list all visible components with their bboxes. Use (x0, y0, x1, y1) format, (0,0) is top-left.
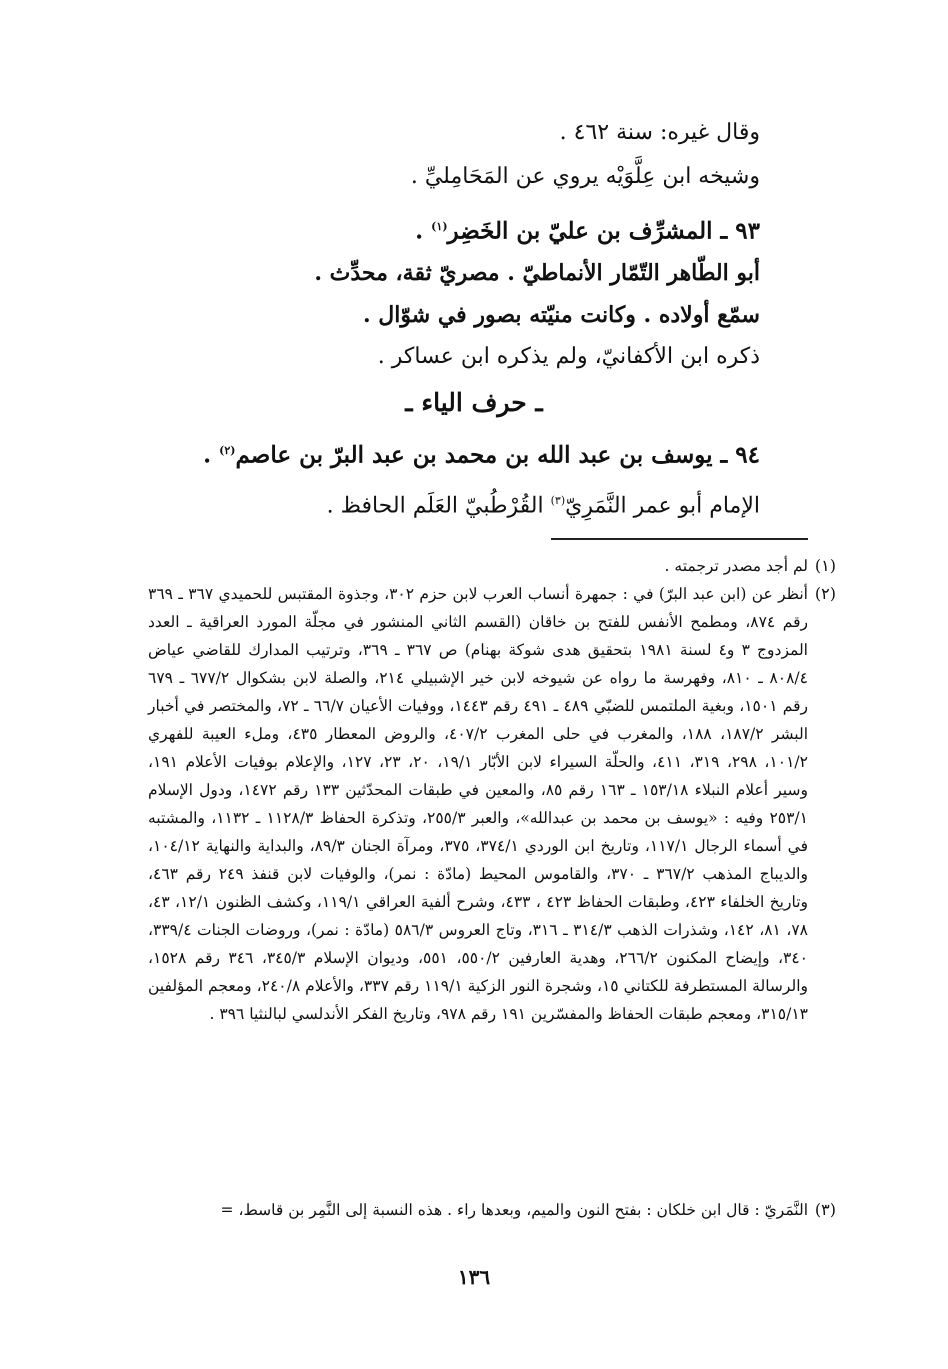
text-line-2: وشيخه ابن عِلَّوَيْه يروي عن المَحَامِليِّ . (410, 164, 760, 189)
footnote-number-1: (١) (814, 556, 836, 575)
entry-93-end: . (415, 217, 432, 245)
entry-93-name: ٩٣ ـ المشرِّف بن عليّ بن الخَضِر (447, 217, 760, 245)
footnote-ref-2: (٢) (219, 444, 236, 457)
entry-93-line-2: سمّع أولاده . وكانت منيّته بصور في شوّال . (362, 302, 760, 328)
entry-94-name: ٩٤ ـ يوسف بن عبد الله بن محمد بن عبد البرّ بن عاصم (235, 441, 760, 469)
entry-94-line-rest: القُرْطُبيّ العَلَم الحافظ . (326, 493, 551, 519)
footnote-1: لم أجد مصدر ترجمته . (664, 557, 808, 575)
footnote-3: النَّمَريّ : قال ابن خلكان : بفتح النون والميم، وبعدها راء . هذه النسبة إلى النَّمِر بن قاسط، = (220, 1201, 808, 1219)
page-number: ١٣٦ (457, 1265, 491, 1289)
footnote-ref-1: (١) (431, 220, 448, 233)
footnote-2: أنظر عن (ابن عبد البرّ) في : جمهرة أنساب العرب لابن حزم ٣٠٢، وجذوة المقتبس للحميدي ٣٦٧ ـ ٣٦٩ رقم ٨٧٤، ومطمح الأنفس للفتح بن خاقان (القسم الثاني المنشور في مجلّة المورد العراقية ـ العدد المزدوج ٣ و٤ لسنة ١٩٨١ بتحقيق هدى شوكة بهنام) ص ٣٦٧ ـ ٣٦٩، وترتيب المدارك للقاضي عياض ٨٠٨/٤ ـ ٨١٠، وفهرسة ما رواه عن شيوخه لابن خير الإشبيلي ٢١٤، والصلة لابن بشكوال ٦٧٧/٢ ـ ٦٧٩ رقم ١٥٠١، وبغية الملتمس للضبّي ٤٨٩ ـ ٤٩١ رقم ١٤٤٣، ووفيات الأعيان ٦٦/٧ ـ ٧٢، والمختصر في أخبار البشر ١٨٧/٢، ١٨٨، والمغرب في حلى المغرب ٤٠٧/٢، والروض المعطار ٤٣٥، وملء العيبة للفهري ١٠١/٢، ٢٩٨، ٣١٩، ٤١١، والحلّة السيراء لابن الأبّار ١٩/١، ٢٠، ٢٣، ١٢٧، والإعلام بوفيات الأعلام ١٩١، وسير أعلام النبلاء ١٥٣/١٨ ـ ١٦٣ رقم ٨٥، والمعين في طبقات المحدّثين ١٣٣ رقم ١٤٧٢، ودول الإسلام ٢٥٣/١ وفيه : «يوسف بن محمد بن عبدالله»، والعبر ٢٥٥/٣، وتذكرة الحفاظ ١١٢٨/٣ ـ ١١٣٢، والمشتبه في أسماء الرجال ١١٧/١، وتاريخ ابن الوردي ٣٧٤/١، ٣٧٥، ومرآة الجنان ٨٩/٣، والبداية والنهاية ١٠٤/١٢، والديباج المذهب ٣٦٧/٢ ـ ٣٧٠، والقاموس المحيط (مادّة : نمر)، والوفيات لابن قنفذ ٢٤٩ رقم ٤٦٣، وتاريخ الخلفاء ٤٢٣، وطبقات الحفاظ ٤٢٣ ، ٤٣٣، وشرح ألفية العراقي ١١٩/١، وكشف الظنون ١٢/١، ٤٣، ٧٨، ٨١، ١٤٢، وشذرات الذهب ٣١٤/٣ ـ ٣١٦، وتاج العروس ٥٨٦/٣ (مادّة : نمر)، وروضات الجنات ٣٣٩/٤، ٣٤٠، وإيضاح المكنون ٢٦٦/٢، وهدية العارفين ٥٥٠/٢، ٥٥١، وديوان الإسلام ٣٤٥/٣، ٣٤٦ رقم ١٥٢٨، والرسالة المستطرفة للكتاني ١٥، وشجرة النور الزكية ١١٩/١ رقم ٣٣٧، والأعلام ٢٤٠/٨، ومعجم المؤلفين ٣١٥/١٣، ومعجم طبقات الحفاظ والمفسّرين ١٩١ رقم ٩٧٨، وتاريخ الفكر الأندلسي لبالنثيا ٣٩٦ . (148, 585, 809, 1023)
entry-94-end: . (203, 441, 220, 469)
footnote-ref-3: (٣) (550, 494, 566, 507)
section-heading: ـ حرف الياء ـ (405, 388, 543, 417)
entry-93-line-1: أبو الطّاهر التّمّار الأنماطيّ . مصريّ ثقة، محدِّث . (314, 260, 760, 286)
footnote-separator (551, 538, 808, 540)
entry-94-line-start: الإمام أبو عمر النَّمَرِيّ (565, 493, 760, 519)
entry-93-line-3: ذكره ابن الأكفانيّ، ولم يذكره ابن عساكر . (377, 344, 760, 369)
entry-94-line-1 (327, 486, 760, 521)
entry-93-title (415, 212, 760, 247)
entry-94-title (203, 436, 760, 471)
footnote-number-3: (٣) (814, 1200, 836, 1219)
footnote-number-2: (٢) (814, 584, 836, 603)
text-line-1: وقال غيره: سنة ٤٦٢ . (559, 120, 760, 145)
